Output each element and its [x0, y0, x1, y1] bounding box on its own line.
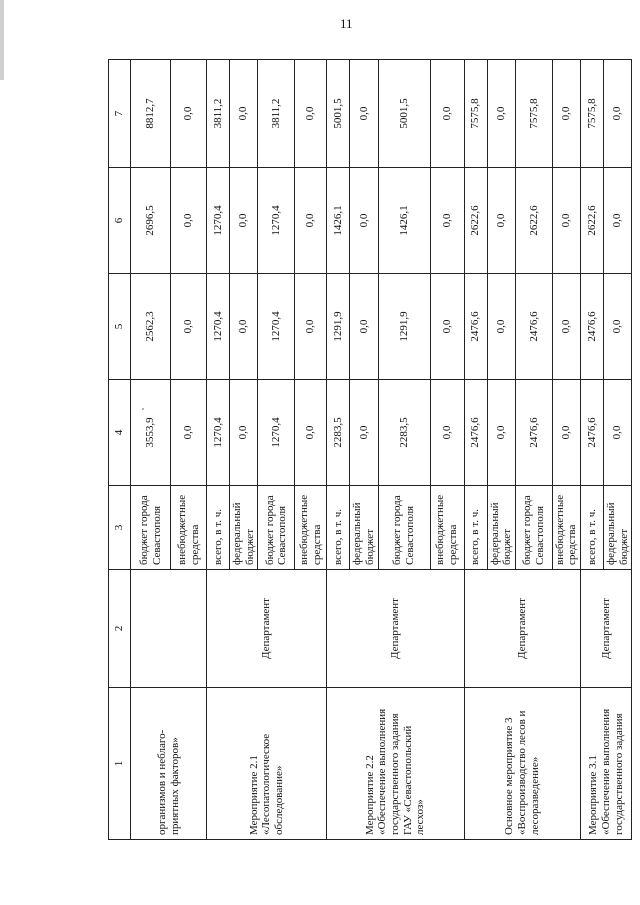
value-cell: 0,0: [350, 274, 378, 380]
value-cell: 5001,5: [378, 60, 430, 168]
funding-source-cell: всего, в т. ч.: [327, 486, 350, 570]
funding-source-cell: бюджет города Севастополя: [515, 486, 552, 570]
funding-source-cell: внебюджетные средства: [430, 486, 464, 570]
value-cell: 0,0: [430, 274, 464, 380]
rotated-table-frame: [108, 60, 630, 840]
value-cell: 0,0: [230, 168, 258, 274]
value-cell: 0,0: [230, 380, 258, 486]
value-cell: 2622,6: [464, 168, 487, 274]
value-cell: 7575,8: [464, 60, 487, 168]
value-cell: 0,0: [295, 380, 327, 486]
value-cell: 0,0: [604, 168, 632, 274]
value-cell: 0,0: [552, 380, 580, 486]
table-row: [327, 60, 350, 840]
value-cell: 8812,7: [131, 60, 171, 168]
value-cell: 7575,8: [515, 60, 552, 168]
value-cell: 0,0: [171, 168, 207, 274]
executor-cell: [131, 570, 207, 688]
measure-name-cell: организмов и неблаго-приятных факторов»: [131, 688, 207, 840]
funding-source-cell: бюджет города Севастополя: [258, 486, 295, 570]
value-cell: 0,0: [552, 168, 580, 274]
value-cell: 1291,9: [378, 274, 430, 380]
value-cell: 2476,6: [464, 274, 487, 380]
value-cell: 2476,6: [581, 274, 604, 380]
funding-source-cell: федеральный бюджет: [487, 486, 515, 570]
funding-source-cell: федеральный бюджет: [230, 486, 258, 570]
value-cell: 1270,4: [207, 274, 230, 380]
measure-name-cell: Мероприятие 3.1 «Обеспечение выполнения государственного задания: [581, 688, 632, 840]
value-cell: 1270,4: [258, 380, 295, 486]
funding-source-cell: внебюджетные средства: [552, 486, 580, 570]
value-cell: 2283,5: [327, 380, 350, 486]
measure-name-cell: Основное мероприятие 3 «Воспроизводство лесов и лесоразведение»: [464, 688, 581, 840]
value-cell: 1426,1: [327, 168, 350, 274]
funding-source-cell: бюджет города Севастополя: [131, 486, 171, 570]
value-cell: 0,0: [230, 60, 258, 168]
executor-cell: Департамент: [581, 570, 632, 688]
funding-source-cell: внебюджетные средства: [295, 486, 327, 570]
funding-source-cell: внебюджетные средства: [171, 486, 207, 570]
value-cell: 0,0: [350, 60, 378, 168]
header-cell: 2: [109, 570, 131, 688]
rotated-table-content: [108, 60, 630, 840]
value-cell: 3811,2: [258, 60, 295, 168]
executor-cell: Департамент: [207, 570, 327, 688]
table-row: [464, 60, 487, 840]
value-cell: 1270,4: [207, 168, 230, 274]
header-cell: 7: [109, 60, 131, 168]
value-cell: 0,0: [171, 60, 207, 168]
table-row: [207, 60, 230, 840]
value-cell: 5001,5: [327, 60, 350, 168]
table-body: [131, 60, 632, 840]
value-cell: 0,0: [487, 168, 515, 274]
measure-name-cell: Мероприятие 2.1 «Лесопатологическое обследование»: [207, 688, 327, 840]
value-cell: 1270,4: [258, 274, 295, 380]
value-cell: 2622,6: [515, 168, 552, 274]
value-cell: 2696,5: [131, 168, 171, 274]
measure-name-cell: Мероприятие 2.2 «Обеспечение выполнения государственного задания ГАУ «Севастопольский лесхоз»: [327, 688, 464, 840]
funding-source-cell: всего, в т. ч.: [207, 486, 230, 570]
value-cell: 0,0: [604, 380, 632, 486]
value-cell: 0,0: [230, 274, 258, 380]
value-cell: 0,0: [295, 274, 327, 380]
header-cell: 4: [109, 380, 131, 486]
executor-cell: Департамент: [327, 570, 464, 688]
value-cell: 0,0: [350, 380, 378, 486]
value-cell: 0,0: [487, 274, 515, 380]
funding-source-cell: всего, в т. ч.: [581, 486, 604, 570]
funding-source-cell: всего, в т. ч.: [464, 486, 487, 570]
scan-edge-mark: [0, 0, 4, 80]
header-cell: 3: [109, 486, 131, 570]
value-cell: 2476,6: [464, 380, 487, 486]
value-cell: 2476,6: [581, 380, 604, 486]
value-cell: 7575,8: [581, 60, 604, 168]
value-cell: 0,0: [430, 380, 464, 486]
value-cell: 3553,9: [131, 380, 171, 486]
value-cell: 2476,6: [515, 380, 552, 486]
page-number: 11: [340, 16, 353, 31]
table-row: [131, 60, 171, 840]
value-cell: 1291,9: [327, 274, 350, 380]
value-cell: 0,0: [430, 60, 464, 168]
value-cell: 1426,1: [378, 168, 430, 274]
funding-source-cell: бюджет города Севастополя: [378, 486, 430, 570]
header-cell: 1: [109, 688, 131, 840]
value-cell: 2283,5: [378, 380, 430, 486]
value-cell: 1270,4: [207, 380, 230, 486]
value-cell: 2622,6: [581, 168, 604, 274]
funding-source-cell: федеральный бюджет: [604, 486, 632, 570]
executor-cell: Департамент: [464, 570, 581, 688]
value-cell: 2562,3: [131, 274, 171, 380]
value-cell: 0,0: [350, 168, 378, 274]
value-cell: 0,0: [295, 60, 327, 168]
budget-table: [108, 59, 632, 840]
table-row: [581, 60, 604, 840]
header-row: [109, 60, 131, 840]
value-cell: 0,0: [171, 274, 207, 380]
value-cell: 0,0: [487, 380, 515, 486]
value-cell: 0,0: [295, 168, 327, 274]
value-cell: 0,0: [430, 168, 464, 274]
value-cell: 1270,4: [258, 168, 295, 274]
funding-source-cell: федеральный бюджет: [350, 486, 378, 570]
value-cell: 0,0: [487, 60, 515, 168]
header-cell: 5: [109, 274, 131, 380]
value-cell: 0,0: [604, 274, 632, 380]
value-cell: 3811,2: [207, 60, 230, 168]
value-cell: 0,0: [552, 274, 580, 380]
header-cell: 6: [109, 168, 131, 274]
value-cell: 0,0: [604, 60, 632, 168]
value-cell: 0,0: [171, 380, 207, 486]
value-cell: 0,0: [552, 60, 580, 168]
value-cell: 2476,6: [515, 274, 552, 380]
